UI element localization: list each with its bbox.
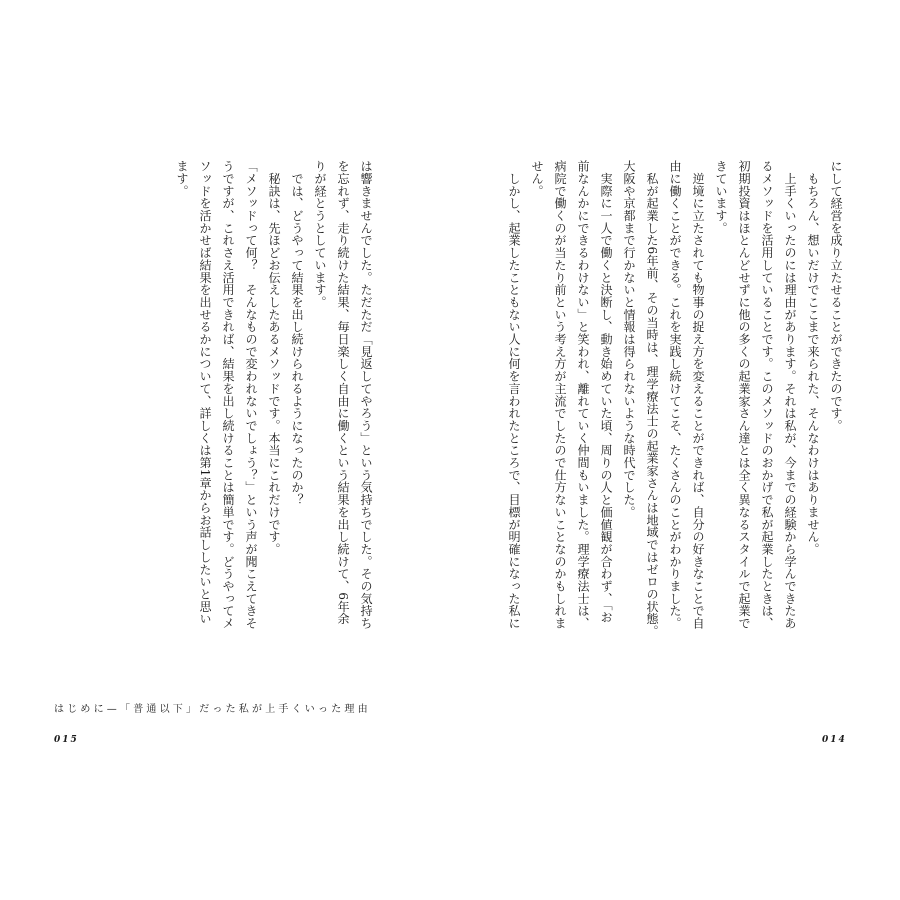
left-page-line-5: 秘訣は、先ほどお伝えしたあるメソッドです。本当にこれだけです。 bbox=[267, 160, 281, 556]
page-number-right: 014 bbox=[822, 735, 847, 745]
right-page-line-13: 病院で働くのが当たり前という考え方が主流でしたので仕方ないことなのかもしれま bbox=[553, 160, 567, 630]
left-page-line-2: を忘れず、走り続けた結果、毎日楽しく自由に働くという結果を出し続けて、6年余 bbox=[336, 160, 350, 625]
right-page-line-1: にして経営を成り立たせることができたのです。 bbox=[829, 160, 843, 432]
right-page-line-6: きています。 bbox=[714, 160, 728, 235]
right-page-line-7: 逆境に立たされても物事の捉え方を変えることができれば、自分の好きなことで自 bbox=[691, 160, 705, 630]
page-number-left: 015 bbox=[54, 735, 79, 745]
right-page-line-12: 前なんかにできるわけない」と笑われ、離れていく仲間もいました。理学療法士は、 bbox=[576, 160, 590, 630]
left-page-line-3: りが経とうとしています。 bbox=[313, 160, 327, 309]
running-head: はじめに—「普通以下」だった私が上手くいった理由 bbox=[54, 704, 371, 715]
right-page-line-15: しかし、起業したこともない人に何を言われたところで、目標が明確になった私に bbox=[507, 160, 521, 630]
right-page-line-2: もちろん、想いだけでここまで来られた、そんなわけはありません。 bbox=[806, 160, 820, 556]
right-page-line-10: 大阪や京都まで行かないと情報は得られないような時代でした。 bbox=[622, 160, 636, 519]
right-page-line-5: 初期投資はほとんどせずに他の多くの起業家さん達とは全く異なるスタイルで起業で bbox=[737, 160, 751, 630]
left-page-line-8: ソッドを活かせば結果を出せるかについて、詳しくは第1章からお話ししたいと思い bbox=[198, 160, 212, 625]
right-page-line-14: せん。 bbox=[530, 160, 544, 198]
right-page-line-3: 上手くいったのには理由があります。それは私が、今までの経験から学んできたあ bbox=[783, 160, 797, 630]
left-page-line-6: 「メソッドって何？ そんなもので変われないでしょう？」という声が聞こえてきそ bbox=[244, 160, 258, 630]
left-page-line-9: ます。 bbox=[175, 160, 189, 198]
left-page-line-7: うですが、これさえ活用できれば、結果を出し続けることは簡単です。どうやってメ bbox=[221, 160, 235, 630]
right-page-line-9: 私が起業した6年前、その当時は、理学療法士の起業家さんは地域ではゼロの状態。 bbox=[645, 160, 659, 638]
left-page-line-4: では、どうやって結果を出し続けられるようになったのか？ bbox=[290, 160, 304, 506]
left-page-line-1: は響きませんでした。ただただ「見返してやろう」という気持ちでした。その気持ち bbox=[359, 160, 373, 630]
right-page-line-4: るメソッドを活用していることです。このメソッドのおかげで私が起業したときは、 bbox=[760, 160, 774, 630]
right-page-line-11: 実際に一人で働くと決断し、動き始めていた頃、周りの人と価値観が合わず、「お bbox=[599, 160, 613, 624]
right-page-line-8: 由に働くことができる。これを実践し続けてこそ、たくさんのことがわかりました。 bbox=[668, 160, 682, 630]
